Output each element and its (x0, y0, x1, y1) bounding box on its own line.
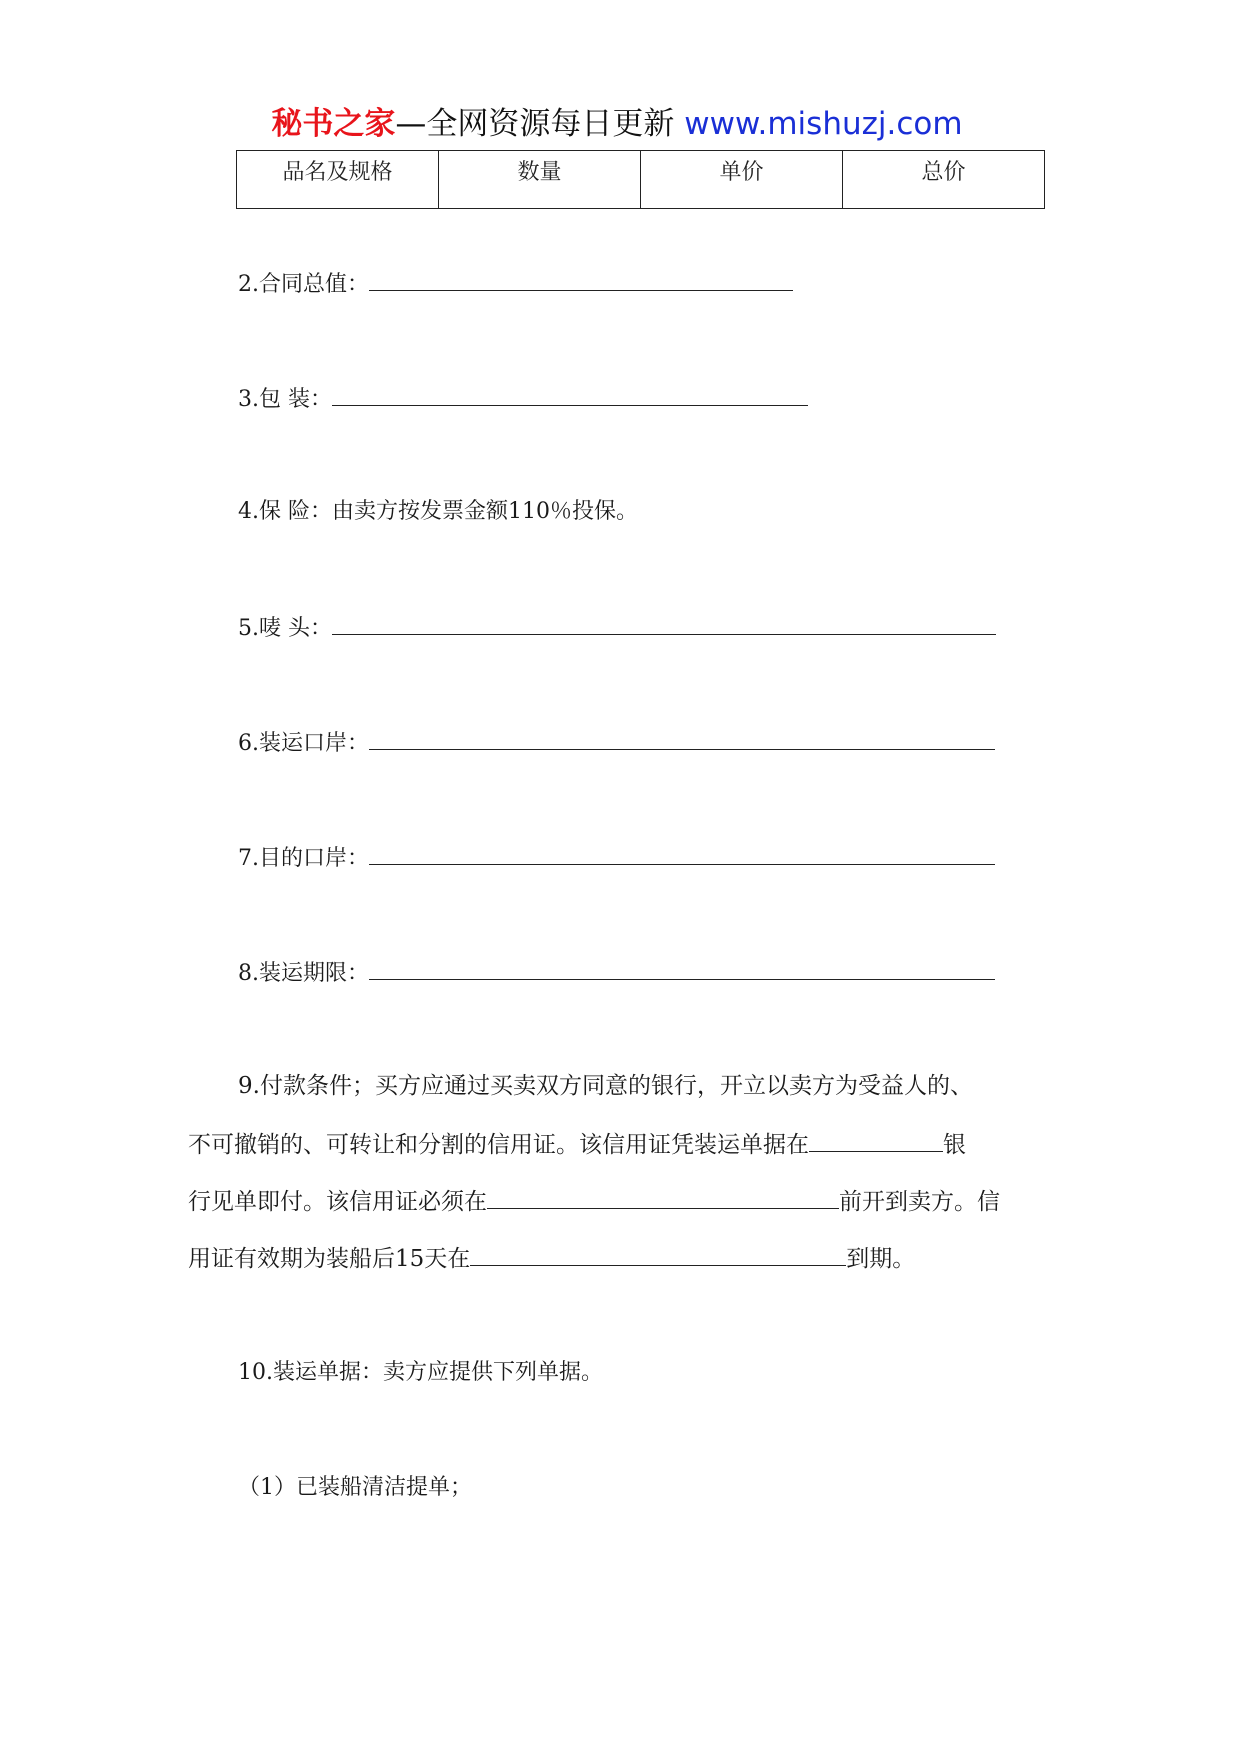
goods-table (236, 150, 1045, 209)
shipment-period-blank (369, 957, 995, 980)
lc-open-date-blank (487, 1186, 839, 1209)
goods-table-header-row (237, 151, 1045, 209)
lc-expiry-place-blank (470, 1243, 846, 1266)
slogan: —全网资源每日更新 (395, 106, 685, 142)
marks-line (238, 612, 996, 644)
shipment-period-line (238, 957, 995, 989)
col-unit-price: 单价 (641, 151, 843, 209)
site-watermark-header (0, 104, 1234, 144)
col-total-price: 总价 (843, 151, 1045, 209)
contract-value-blank (369, 268, 793, 291)
marks-blank (332, 612, 996, 635)
payment-terms-line-4: 用证有效期为装船后15天在 到期。 (188, 1243, 915, 1274)
col-name-spec: 品名及规格 (237, 151, 439, 209)
destination-port-line (238, 842, 995, 874)
loading-port-line (238, 727, 995, 759)
col-quantity: 数量 (439, 151, 641, 209)
marks-label: 5.唛 头： (238, 616, 332, 641)
packing-blank (332, 383, 808, 406)
shipping-documents-heading: 10.装运单据：卖方应提供下列单据。 (238, 1360, 603, 1385)
issuing-bank-blank (809, 1129, 943, 1152)
loading-port-label: 6.装运口岸： (238, 731, 369, 756)
contract-value-line (238, 268, 793, 300)
payment-terms-line-1: 9.付款条件；买方应通过买卖双方同意的银行，开立以卖方为受益人的、 (238, 1073, 973, 1099)
packing-label: 3.包 装： (238, 387, 332, 412)
loading-port-blank (369, 727, 995, 750)
payment-terms-line-3: 行见单即付。该信用证必须在 前开到卖方。信 (188, 1186, 1000, 1217)
destination-port-label: 7.目的口岸： (238, 846, 369, 871)
insurance-line (238, 497, 638, 527)
shipment-period-label: 8.装运期限： (238, 961, 369, 986)
site-url: www.mishuzj.com (684, 106, 963, 142)
insurance-text: 4.保 险：由卖方按发票金额110％投保。 (238, 499, 638, 524)
packing-line (238, 383, 808, 415)
payment-terms-line-2: 不可撤销的、可转让和分割的信用证。该信用证凭装运单据在 银 (188, 1129, 966, 1160)
brand-name: 秘书之家 (271, 106, 396, 142)
document-item-1: （1）已装船清洁提单； (238, 1475, 472, 1500)
contract-value-label: 2.合同总值： (238, 272, 369, 297)
destination-port-blank (369, 842, 995, 865)
